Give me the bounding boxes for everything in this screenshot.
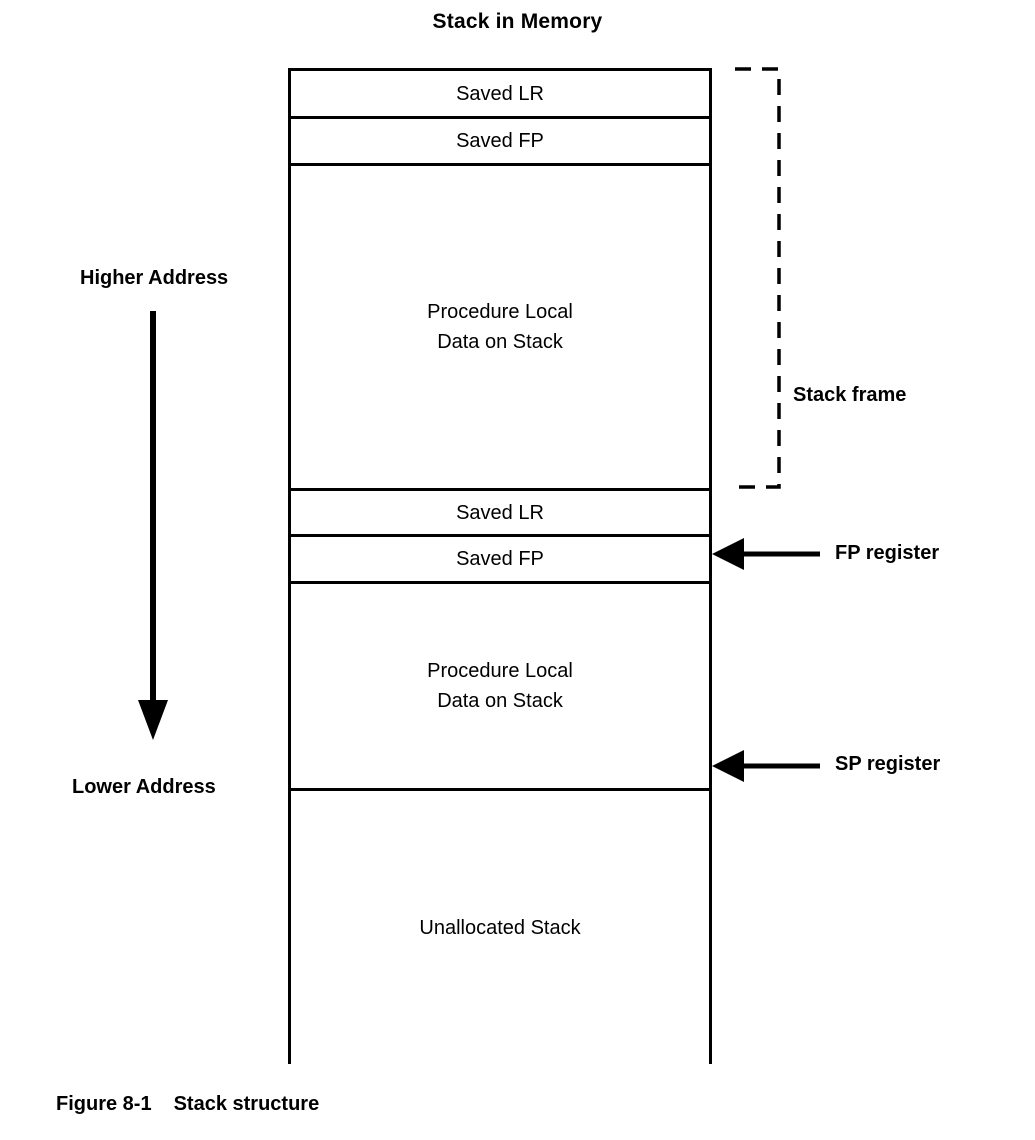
sp-register-label: SP register bbox=[835, 753, 941, 775]
stack-cell-unallocated-stack bbox=[288, 791, 712, 1064]
stack-cell-label: Saved LR bbox=[456, 82, 544, 105]
stack-cell-label: Saved FP bbox=[456, 548, 544, 570]
stack-frame-bracket bbox=[735, 69, 779, 487]
address-direction-arrow bbox=[138, 311, 168, 740]
figure-caption-number: Figure 8-1 bbox=[56, 1093, 152, 1115]
stack-cell-saved-lr-upper bbox=[288, 71, 712, 116]
stack-cell-saved-lr-lower bbox=[288, 491, 712, 534]
figure-caption bbox=[56, 1093, 319, 1116]
stack-cell-label-line1: Procedure Local bbox=[427, 301, 573, 323]
diagram-title: Stack in Memory bbox=[432, 10, 603, 33]
stack-cell-label-line1: Procedure Local bbox=[427, 660, 573, 682]
figure-caption-text: Stack structure bbox=[173, 1093, 320, 1115]
stack-cell-procedure-local-data-lower bbox=[288, 584, 712, 788]
stack-cell-procedure-local-data-upper bbox=[288, 166, 712, 488]
stack-cell-label: Unallocated Stack bbox=[419, 916, 581, 939]
stack-cell-label: Saved LR bbox=[456, 501, 544, 524]
fp-register-label: FP register bbox=[835, 542, 940, 564]
stack-cell-saved-fp-lower bbox=[288, 537, 712, 581]
higher-address-label: Higher Address bbox=[80, 267, 229, 289]
stack-cell-label: Saved FP bbox=[456, 130, 544, 152]
stack-cell-label-line2: Data on Stack bbox=[437, 690, 563, 712]
sp-register-arrow bbox=[712, 750, 820, 782]
fp-register-arrow bbox=[712, 538, 820, 570]
lower-address-label: Lower Address bbox=[72, 776, 216, 798]
stack-cell-label-line2: Data on Stack bbox=[437, 331, 563, 353]
stack-frame-label: Stack frame bbox=[793, 384, 907, 406]
stack-cell-saved-fp-upper bbox=[288, 119, 712, 163]
